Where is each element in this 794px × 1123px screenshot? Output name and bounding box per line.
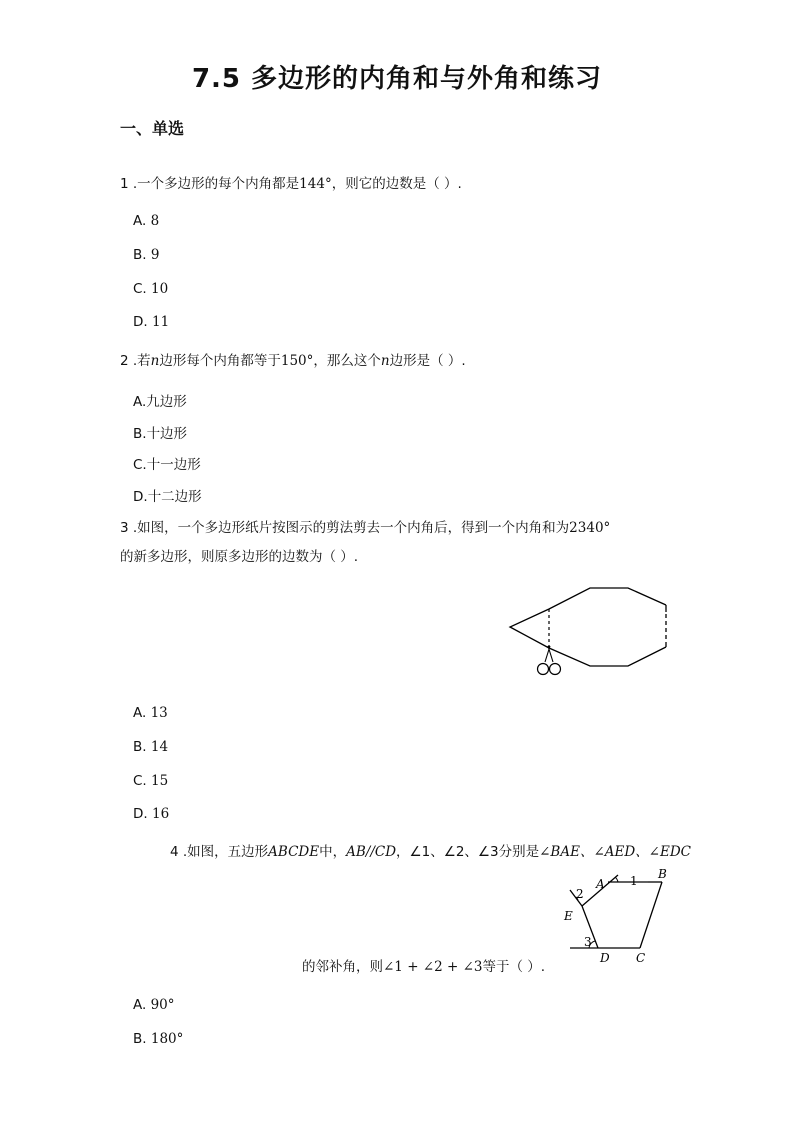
option-value: 8 bbox=[150, 213, 160, 229]
option-d[interactable] bbox=[133, 485, 202, 505]
option-value: 14 bbox=[150, 739, 169, 755]
option-b[interactable] bbox=[133, 739, 168, 755]
option-b[interactable] bbox=[133, 1031, 183, 1047]
vertex-label-b: B bbox=[658, 868, 667, 881]
vertex-label-e: E bbox=[564, 909, 573, 923]
option-b[interactable] bbox=[133, 247, 159, 263]
question-text: 若 bbox=[137, 353, 151, 369]
option-label: A. bbox=[133, 705, 147, 721]
page-title: 7.5 多边形的内角和与外角和练习 bbox=[191, 64, 603, 94]
vertex-label-c: C bbox=[636, 951, 646, 965]
angle-label-3: 3 bbox=[584, 935, 592, 949]
option-value: 11 bbox=[151, 314, 170, 330]
math-expression: ∠BAE、∠AED、∠EDC bbox=[539, 844, 692, 860]
option-d[interactable] bbox=[133, 314, 169, 330]
question-text: 边形是（ ）. bbox=[389, 353, 466, 369]
question-text: 中， bbox=[319, 844, 347, 860]
question-3-line-2: 的新多边形，则原多边形的边数为（ ）. bbox=[120, 549, 359, 565]
question-text: ，∠1、∠2、∠3分别是 bbox=[396, 844, 540, 860]
option-label: C. bbox=[133, 457, 147, 473]
question-number: 1 . bbox=[120, 176, 138, 192]
math-value: 150° bbox=[280, 353, 314, 369]
option-a[interactable] bbox=[133, 705, 168, 721]
question-4-line-2 bbox=[302, 955, 545, 975]
option-b[interactable] bbox=[133, 422, 187, 442]
vertex-label-d: D bbox=[600, 951, 610, 965]
option-label: A. bbox=[133, 997, 147, 1013]
question-text: 一个多边形的每个内角都是 bbox=[137, 176, 300, 192]
vertex-label-a: A bbox=[596, 877, 605, 891]
question-2 bbox=[120, 349, 466, 369]
polygon-scissors-figure bbox=[500, 580, 680, 680]
math-variable: n bbox=[150, 353, 160, 369]
option-value: 90° bbox=[150, 997, 175, 1013]
option-value: 十二边形 bbox=[147, 489, 202, 505]
math-expression: ABCDE bbox=[268, 844, 320, 860]
option-value: 13 bbox=[150, 705, 168, 721]
option-label: B. bbox=[133, 247, 147, 263]
question-text: ，那么这个 bbox=[313, 353, 381, 369]
option-a[interactable] bbox=[133, 997, 175, 1013]
option-value: 15 bbox=[151, 773, 169, 789]
question-text: ，则它的边数是（ ）. bbox=[331, 176, 462, 192]
math-value: 2340° bbox=[569, 520, 611, 536]
question-4 bbox=[170, 840, 691, 860]
scissors-icon bbox=[538, 646, 561, 675]
math-value: 144° bbox=[299, 176, 332, 192]
option-label: D. bbox=[133, 314, 148, 330]
question-number: 4 . bbox=[170, 844, 188, 860]
option-value: 10 bbox=[151, 281, 169, 297]
question-text: 如图，五边形 bbox=[187, 844, 269, 860]
question-text: 等于（ ）. bbox=[482, 959, 546, 975]
option-label: B. bbox=[133, 739, 147, 755]
option-value: 九边形 bbox=[146, 394, 187, 410]
option-label: B. bbox=[133, 1031, 147, 1047]
option-label: C. bbox=[133, 773, 147, 789]
option-value: 十一边形 bbox=[146, 457, 201, 473]
option-value: 180° bbox=[150, 1031, 184, 1047]
option-value: 16 bbox=[151, 806, 170, 822]
option-label: A. bbox=[133, 213, 147, 229]
section-heading: 一、单选 bbox=[120, 119, 185, 138]
question-text: 如图，一个多边形纸片按图示的剪法剪去一个内角后，得到一个内角和为 bbox=[137, 520, 570, 536]
option-label: A. bbox=[133, 394, 147, 410]
option-c[interactable] bbox=[133, 281, 168, 297]
option-a[interactable] bbox=[133, 390, 187, 410]
angle-label-2: 2 bbox=[576, 887, 584, 901]
pentagon-figure bbox=[560, 868, 680, 968]
question-number: 3 . bbox=[120, 520, 138, 536]
option-label: B. bbox=[133, 426, 147, 442]
option-label: D. bbox=[133, 489, 148, 505]
math-variable: n bbox=[380, 353, 390, 369]
angle-label-1: 1 bbox=[630, 874, 638, 888]
option-label: D. bbox=[133, 806, 148, 822]
math-expression: AB//CD bbox=[346, 844, 397, 860]
question-text: 的邻补角，则 bbox=[302, 959, 383, 975]
math-expression: ∠1 + ∠2 + ∠3 bbox=[383, 959, 483, 975]
option-value: 9 bbox=[150, 247, 160, 263]
option-c[interactable] bbox=[133, 773, 168, 789]
question-3 bbox=[120, 516, 610, 536]
option-a[interactable] bbox=[133, 213, 159, 229]
option-value: 十边形 bbox=[146, 426, 188, 442]
option-d[interactable] bbox=[133, 806, 169, 822]
option-label: C. bbox=[133, 281, 147, 297]
option-c[interactable] bbox=[133, 453, 201, 473]
question-text: 边形每个内角都等于 bbox=[159, 353, 281, 369]
question-number: 2 . bbox=[120, 353, 138, 369]
question-1 bbox=[120, 172, 462, 192]
